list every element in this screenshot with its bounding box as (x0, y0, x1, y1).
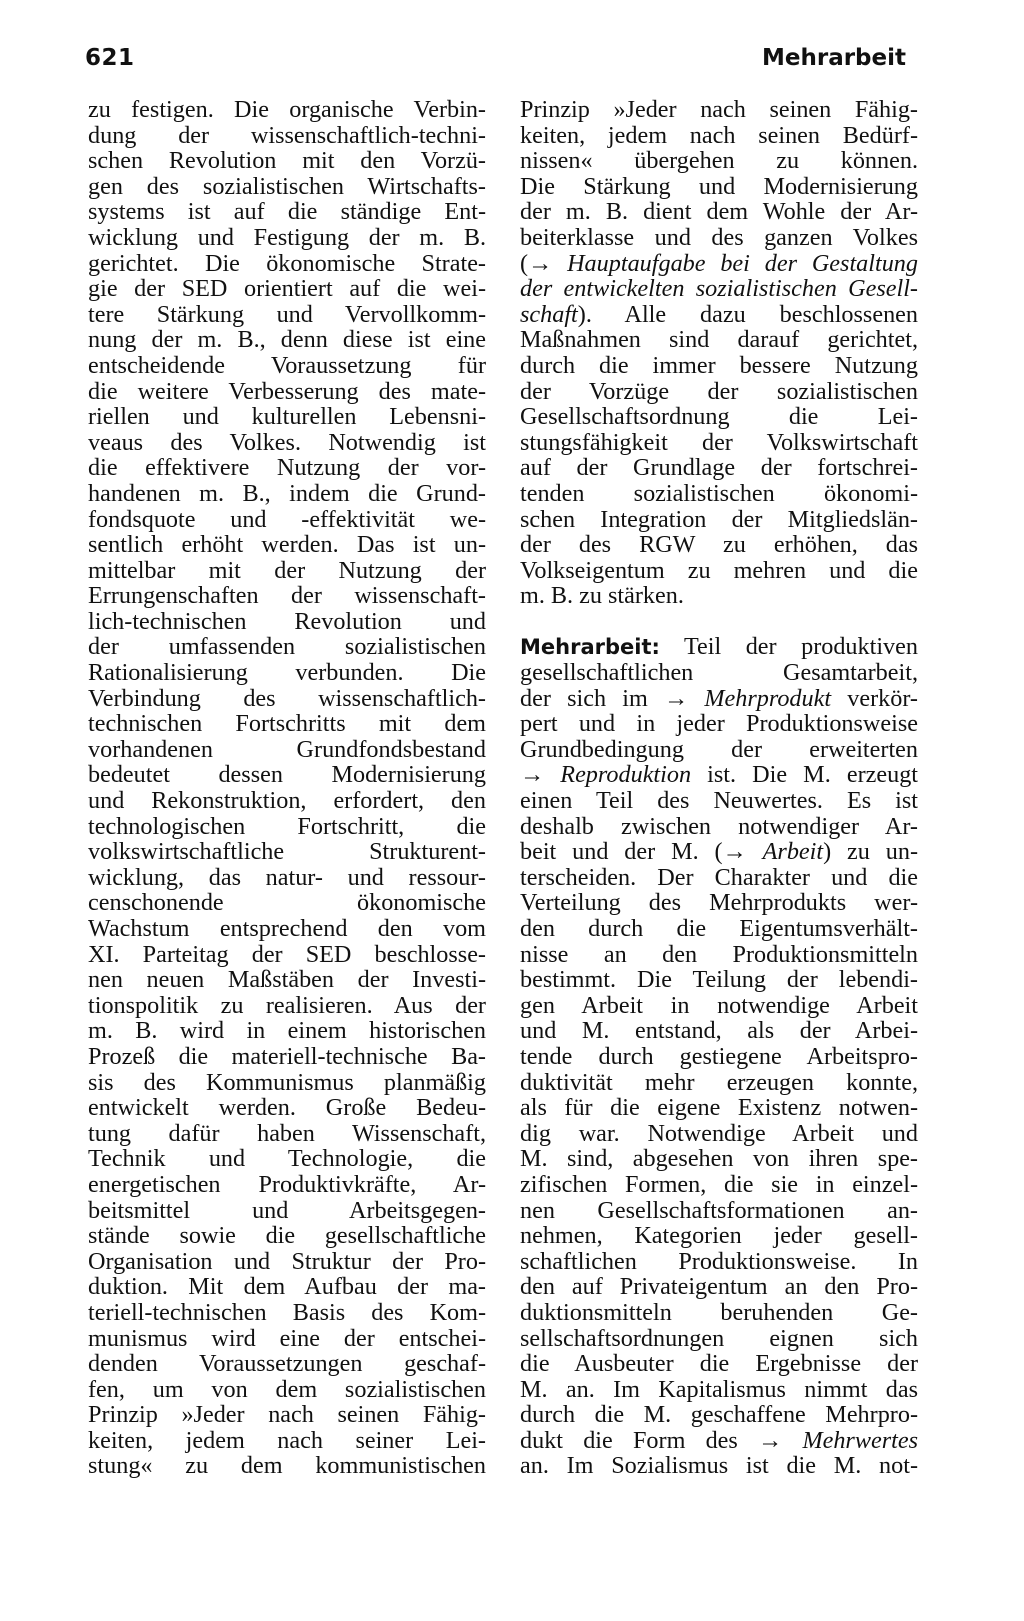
text-segment: ) zu un- (823, 838, 918, 866)
text-segment: munismus wird eine der entschei- (88, 1324, 486, 1352)
text-line (88, 455, 486, 481)
text-line (520, 1453, 918, 1479)
text-line (520, 430, 918, 456)
text-segment: Gesellschaftsordnung die Lei- (520, 403, 918, 431)
text-line (520, 942, 918, 968)
text-line (88, 1274, 486, 1300)
text-segment: Technik und Technologie, die (88, 1145, 486, 1173)
text-segment: nehmen, Kategorien jeder gesell- (520, 1222, 918, 1250)
text-line (88, 660, 486, 686)
text-segment: duktion. Mit dem Aufbau der ma- (88, 1273, 486, 1301)
text-line (520, 1018, 918, 1044)
text-line (88, 1095, 486, 1121)
text-line (520, 737, 918, 763)
text-line (520, 1249, 918, 1275)
text-segment: vorhandenen Grundfondsbestand (88, 735, 486, 763)
text-line (88, 814, 486, 840)
text-line (520, 123, 918, 149)
text-segment: beiterklasse und des ganzen Volkes (520, 223, 918, 251)
text-line (88, 430, 486, 456)
text-segment: dukt die Form des → (520, 1426, 803, 1454)
text-segment: die Ausbeuter die Ergebnisse der (520, 1350, 918, 1378)
text-line (520, 1146, 918, 1172)
text-line (88, 123, 486, 149)
text-segment: Rationalisierung verbunden. Die (88, 659, 486, 687)
text-segment: tere Stärkung und Vervollkomm- (88, 300, 486, 328)
text-segment: energetischen Produktivkräfte, Ar- (88, 1170, 486, 1198)
text-line (520, 174, 918, 200)
text-line (520, 814, 918, 840)
text-line (88, 686, 486, 712)
cross-reference-text: Reproduktion (560, 761, 692, 789)
text-segment: veaus des Volkes. Notwendig ist (88, 428, 486, 456)
text-segment: gesellschaftlichen Gesamtarbeit, (520, 659, 918, 687)
text-line (520, 404, 918, 430)
text-segment: fen, um von dem sozialistischen (88, 1375, 486, 1403)
text-line (520, 1198, 918, 1224)
text-segment: der Vorzüge der sozialistischen (520, 377, 918, 405)
text-line (88, 199, 486, 225)
text-line (520, 762, 918, 788)
text-line (520, 711, 918, 737)
text-segment: durch die M. geschaffene Mehrpro- (520, 1401, 918, 1429)
text-segment: schen Revolution mit den Vorzü- (88, 147, 486, 175)
text-segment: tende durch gestiegene Arbeitspro- (520, 1042, 918, 1070)
text-line (88, 1044, 486, 1070)
text-line (520, 302, 918, 328)
cross-reference-text: schaft (520, 300, 578, 328)
text-line (88, 97, 486, 123)
text-segment: gerichtet. Die ökonomische Strate- (88, 249, 486, 277)
text-segment: M. an. Im Kapitalismus nimmt das (520, 1375, 918, 1403)
text-segment: an. Im Sozialismus ist die M. not- (520, 1452, 918, 1480)
running-head: Mehrarbeit (761, 45, 906, 71)
text-line (88, 174, 486, 200)
text-line (520, 660, 918, 686)
text-segment: duktivität mehr erzeugen konnte, (520, 1068, 918, 1096)
text-line (520, 199, 918, 225)
text-line (88, 583, 486, 609)
text-segment: als für die eigene Existenz notwen- (520, 1094, 918, 1122)
text-line (88, 711, 486, 737)
text-segment: volkswirtschaftliche Strukturent- (88, 838, 486, 866)
text-segment: bestimmt. Die Teilung der lebendi- (520, 966, 918, 994)
text-segment: Prinzip »Jeder nach seinen Fähig- (520, 96, 918, 123)
text-segment: der sich im → (520, 684, 705, 712)
text-line (520, 276, 918, 302)
text-segment: dung der wissenschaftlich-techni- (88, 121, 486, 149)
cross-reference-text: Hauptaufgabe bei der Gestaltung (567, 249, 918, 277)
text-segment: gen des sozialistischen Wirtschafts- (88, 172, 486, 200)
text-line (88, 634, 486, 660)
text-segment: mittelbar mit der Nutzung der (88, 556, 486, 584)
text-segment: einen Teil des Neuwertes. Es ist (520, 787, 918, 815)
text-line (520, 1223, 918, 1249)
text-line (520, 327, 918, 353)
text-segment: tenden sozialistischen ökonomi- (520, 479, 918, 507)
text-line (88, 942, 486, 968)
cross-reference-text: Mehrprodukt (704, 684, 832, 712)
text-segment: die weitere Verbesserung des mate- (88, 377, 486, 405)
text-line (88, 762, 486, 788)
text-line (88, 481, 486, 507)
text-segment: keiten, jedem nach seinen Bedürf- (520, 121, 918, 149)
text-line (88, 1300, 486, 1326)
text-line (88, 1377, 486, 1403)
text-segment: teriell-technischen Basis des Kom- (88, 1298, 486, 1326)
text-segment: den durch die Eigentumsverhält- (520, 915, 918, 942)
text-line (520, 583, 918, 609)
text-line (88, 1428, 486, 1454)
text-segment: zifischen Formen, die sie in einzel- (520, 1170, 918, 1198)
text-segment: ist. Die M. erzeugt (691, 761, 919, 789)
text-segment: denden Voraussetzungen geschaf- (88, 1350, 486, 1378)
cross-reference-text: Arbeit (762, 838, 824, 866)
text-segment: beitsmittel und Arbeitsgegen- (88, 1196, 486, 1224)
text-segment: Verbindung des wissenschaftlich- (88, 684, 486, 712)
text-line (88, 558, 486, 584)
text-segment: nissen« übergehen zu können. (520, 147, 918, 175)
text-segment: nen neuen Maßstäben der Investi- (88, 966, 486, 994)
text-segment: Maßnahmen sind darauf gerichtet, (520, 326, 918, 354)
text-segment: stung« zu dem kommunistischen (88, 1452, 486, 1480)
text-segment: Verteilung des Mehrprodukts wer- (520, 889, 918, 917)
text-segment: zu festigen. Die organische Verbin- (88, 96, 486, 123)
text-line (520, 1274, 918, 1300)
page-number: 621 (85, 45, 135, 71)
text-line (88, 1223, 486, 1249)
text-line (88, 327, 486, 353)
text-line (88, 1018, 486, 1044)
text-segment: verkör- (831, 684, 918, 712)
text-segment: sellschaftsordnungen eignen sich (520, 1324, 918, 1352)
text-segment: fondsquote und -effektivität we- (88, 505, 486, 533)
text-segment: schaftlichen Produktionsweise. In (520, 1247, 918, 1275)
text-segment: und M. entstand, als der Arbei- (520, 1017, 918, 1045)
text-line (88, 1121, 486, 1147)
text-segment: Teil der produktiven (659, 633, 918, 661)
text-line (520, 1095, 918, 1121)
text-line (520, 379, 918, 405)
text-line (520, 1351, 918, 1377)
text-line (520, 1377, 918, 1403)
text-line (520, 890, 918, 916)
text-line (520, 686, 918, 712)
text-line (88, 225, 486, 251)
text-line (520, 481, 918, 507)
text-line (88, 788, 486, 814)
text-line (88, 737, 486, 763)
text-segment: der m. B. dient dem Wohle der Ar- (520, 198, 918, 226)
text-segment: terscheiden. Der Charakter und die (520, 863, 918, 891)
text-segment: stände sowie die gesellschaftliche (88, 1222, 486, 1250)
text-line (88, 890, 486, 916)
text-segment: (→ (520, 249, 568, 277)
text-segment: Volkseigentum zu mehren und die (520, 556, 918, 584)
text-segment: nisse an den Produktionsmitteln (520, 940, 918, 968)
text-line (520, 1326, 918, 1352)
text-line (520, 788, 918, 814)
text-segment: Prozeß die materiell-technische Ba- (88, 1042, 486, 1070)
text-line (88, 993, 486, 1019)
text-line (88, 967, 486, 993)
text-line (88, 276, 486, 302)
text-segment: riellen und kulturellen Lebensni- (88, 403, 486, 431)
text-line (88, 353, 486, 379)
text-line (88, 1249, 486, 1275)
text-segment: tionspolitik zu realisieren. Aus der (88, 991, 486, 1019)
text-segment: auf der Grundlage der fortschrei- (520, 454, 918, 482)
text-line (520, 865, 918, 891)
text-line (520, 1402, 918, 1428)
text-line (520, 1070, 918, 1096)
text-segment: Organisation und Struktur der Pro- (88, 1247, 486, 1275)
text-line (88, 916, 486, 942)
paragraph-gap (520, 609, 918, 635)
text-line (520, 558, 918, 584)
text-segment: → (520, 761, 561, 789)
text-line (520, 1300, 918, 1326)
text-segment: entscheidende Voraussetzung für (88, 351, 486, 379)
text-line (520, 993, 918, 1019)
text-line (88, 379, 486, 405)
text-line (88, 1453, 486, 1479)
text-line (520, 1428, 918, 1454)
text-segment: technologischen Fortschritt, die (88, 812, 486, 840)
text-segment: nen Gesellschaftsformationen an- (520, 1196, 918, 1224)
text-segment: systems ist auf die ständige Ent- (88, 198, 486, 226)
text-line (88, 302, 486, 328)
text-line (88, 1351, 486, 1377)
text-line (88, 865, 486, 891)
text-line (520, 1121, 918, 1147)
cross-reference-text: der entwickelten sozialistischen Gesell- (520, 275, 918, 303)
text-line (88, 404, 486, 430)
left-text-column (88, 97, 486, 1479)
text-segment: dig war. Notwendige Arbeit und (520, 1119, 918, 1147)
text-segment: Die Stärkung und Modernisierung (520, 172, 918, 200)
text-line (88, 251, 486, 277)
text-line (520, 916, 918, 942)
text-segment: deshalb zwischen notwendiger Ar- (520, 812, 918, 840)
text-segment: handenen m. B., indem die Grund- (88, 479, 486, 507)
text-line (520, 225, 918, 251)
text-segment: wicklung und Festigung der m. B. (88, 223, 486, 251)
text-segment: der umfassenden sozialistischen (88, 633, 486, 661)
text-line (88, 148, 486, 174)
text-segment: sentlich erhöht werden. Das ist un- (88, 531, 486, 559)
text-line (88, 1146, 486, 1172)
text-segment: ). Alle dazu beschlossenen (577, 300, 918, 328)
text-line (88, 1198, 486, 1224)
text-line (520, 251, 918, 277)
text-segment: den auf Privateigentum an den Pro- (520, 1273, 918, 1301)
right-text-column (520, 97, 918, 1479)
text-line (520, 1172, 918, 1198)
text-segment: lich-technischen Revolution und (88, 607, 486, 635)
text-segment: die effektivere Nutzung der vor- (88, 454, 486, 482)
text-segment: wicklung, das natur- und ressour- (88, 863, 486, 891)
text-segment: durch die immer bessere Nutzung (520, 351, 918, 379)
text-line (88, 1070, 486, 1096)
text-segment: stungsfähigkeit der Volkswirtschaft (520, 428, 918, 456)
text-line (520, 97, 918, 123)
text-segment: Prinzip »Jeder nach seinen Fähig- (88, 1401, 486, 1429)
text-segment: gie der SED orientiert auf die wei- (88, 275, 486, 303)
text-segment: sis des Kommunismus planmäßig (88, 1068, 486, 1096)
text-segment: bedeutet dessen Modernisierung (88, 761, 486, 789)
text-segment: gen Arbeit in notwendige Arbeit (520, 991, 918, 1019)
text-line (520, 839, 918, 865)
text-segment: Grundbedingung der erweiterten (520, 735, 918, 763)
text-line (88, 1402, 486, 1428)
entry-headword: Mehrarbeit: (520, 635, 660, 660)
text-line (88, 507, 486, 533)
text-segment: pert und in jeder Produktionsweise (520, 710, 918, 738)
text-line (520, 532, 918, 558)
text-segment: m. B. zu stärken. (520, 582, 684, 610)
text-line (88, 1172, 486, 1198)
text-line (88, 609, 486, 635)
text-segment: und Rekonstruktion, erfordert, den (88, 787, 486, 815)
text-line (520, 507, 918, 533)
text-segment: XI. Parteitag der SED beschlosse- (88, 940, 486, 968)
text-segment: nung der m. B., denn diese ist eine (88, 326, 486, 354)
text-segment: duktionsmitteln beruhenden Ge- (520, 1298, 918, 1326)
text-line (520, 634, 918, 660)
text-segment: Wachstum entsprechend den vom (88, 915, 486, 942)
text-segment: beit und der M. (→ (520, 838, 763, 866)
text-segment: M. sind, abgesehen von ihren spe- (520, 1145, 918, 1173)
text-line (88, 1326, 486, 1352)
cross-reference-text: Mehrwertes (802, 1426, 918, 1454)
text-line (520, 148, 918, 174)
text-segment: der des RGW zu erhöhen, das (520, 531, 918, 559)
text-segment: schen Integration der Mitgliedslän- (520, 505, 918, 533)
text-line (88, 532, 486, 558)
text-segment: Errungenschaften der wissenschaft- (88, 582, 486, 610)
text-line (88, 839, 486, 865)
text-line (520, 967, 918, 993)
text-line (520, 1044, 918, 1070)
text-line (520, 353, 918, 379)
text-line (520, 455, 918, 481)
text-segment: m. B. wird in einem historischen (88, 1017, 486, 1045)
text-segment: entwickelt werden. Große Bedeu- (88, 1094, 486, 1122)
text-segment: censchonende ökonomische (88, 889, 486, 917)
text-segment: keiten, jedem nach seiner Lei- (88, 1426, 486, 1454)
text-segment: tung dafür haben Wissenschaft, (88, 1119, 486, 1147)
text-segment: technischen Fortschritts mit dem (88, 710, 486, 738)
